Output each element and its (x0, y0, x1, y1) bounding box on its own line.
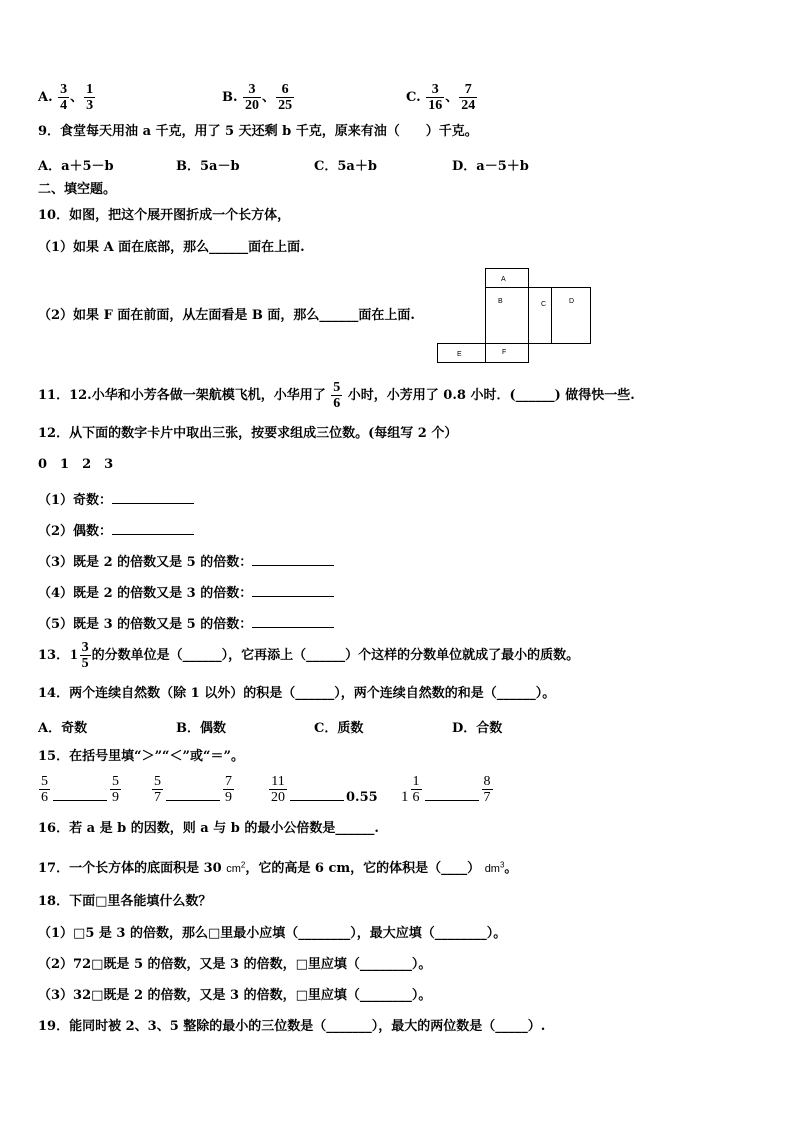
cube-net-diagram (437, 268, 592, 364)
digit-cards: 0 1 2 3 (38, 457, 114, 472)
net-label-c: C (541, 301, 547, 308)
answer-blank[interactable] (252, 582, 334, 597)
q11-text: 11．12.小华和小芳各做一架航模飞机，小华用了 $\frac{5}{6}$ 小时，小芳用了 0.8 小时．(______) 做得快一些. (38, 380, 635, 411)
q9-option-a: A．a＋5－b (38, 159, 114, 174)
q9-option-d: D．a－5＋b (452, 159, 529, 174)
q12-item: （1）奇数： (38, 489, 194, 510)
comparison-2 (151, 774, 235, 805)
q18-stem: 18．下面□里各能填什么数？ (38, 894, 212, 909)
net-face-c (528, 287, 552, 344)
q19-text: 19．能同时被 2、3、5 整除的最小的三位数是（_______），最大的两位数是（_____）. (38, 1019, 546, 1034)
q14-option-c: C．质数 (314, 721, 364, 736)
q9-option-b: B．5a－b (176, 159, 240, 174)
fraction: $\frac{7}{9}$ (225, 774, 232, 805)
answer-blank[interactable] (425, 799, 479, 801)
q10-part2: （2）如果 F 面在前面，从左面看是 B 面，那么______面在上面. (38, 308, 415, 323)
q15-text: 15．在括号里填“＞”“＜”或“＝”。 (38, 749, 244, 764)
fraction: $\frac{1}{6}$ (412, 774, 420, 805)
q13-text: 13． 1 $\frac{3}{5}$ 的分数单位是（______），它再添上（______）个这样的分数单位就成了最小的质数。 (38, 640, 580, 671)
q10-part1: （1）如果 A 面在底部，那么______面在上面. (38, 240, 305, 255)
fraction: $\frac{3}{20}$ (245, 82, 260, 113)
net-face-b (485, 287, 529, 344)
answer-blank[interactable] (112, 520, 194, 535)
q12-item: （5）既是 3 的倍数又是 5 的倍数： (38, 613, 334, 634)
net-label-e: E (457, 351, 462, 358)
comparison-3: $\frac{11}{20}$ 0.55 (271, 774, 378, 805)
q14-option-a: A．奇数 (38, 721, 88, 736)
mixed-number-whole: 1 (70, 647, 78, 663)
fraction: $\frac{5}{9}$ (112, 774, 119, 805)
fraction: $\frac{8}{7}$ (483, 774, 491, 805)
q12-item: （4）既是 2 的倍数又是 3 的倍数： (38, 582, 334, 603)
answer-blank[interactable] (166, 799, 220, 801)
fraction: $\frac{1}{3}$ (86, 82, 94, 113)
answer-blank[interactable] (53, 799, 107, 801)
fraction: $\frac{5}{6}$ (41, 774, 48, 805)
q14-text: 14．两个连续自然数（除 1 以外）的积是（______），两个连续自然数的和是（______）。 (38, 686, 556, 701)
answer-blank[interactable] (112, 489, 194, 504)
q9-text: 9．食堂每天用油 a 千克，用了 5 天还剩 b 千克，原来有油（ ）千克。 (38, 124, 478, 139)
net-label-f: F (502, 349, 507, 356)
fraction: $\frac{7}{24}$ (461, 82, 476, 113)
unit-dm3: $dm^3$ (484, 860, 505, 875)
fraction: $\frac{5}{6}$ (333, 380, 341, 411)
net-face-d (551, 287, 591, 344)
fraction: $\frac{11}{20}$ (271, 774, 285, 805)
q10-stem: 10．如图，把这个展开图折成一个长方体， (38, 208, 291, 223)
q12-item: （3）既是 2 的倍数又是 5 的倍数： (38, 551, 334, 572)
section-heading: 二、填空题。 (38, 182, 117, 197)
q12-item: （2）偶数： (38, 520, 194, 541)
net-face-a (485, 268, 529, 288)
comparison-4 (400, 774, 494, 805)
q8-option-a: A. $\frac{3}{4}$ 、 $\frac{1}{3}$ (38, 82, 94, 113)
q18-item: （1）□5 是 3 的倍数，那么□里最小应填（________），最大应填（________）。 (38, 926, 507, 941)
q18-item: （2）72□既是 5 的倍数，又是 3 的倍数，□里应填（________）。 (38, 957, 432, 972)
net-face-f (485, 343, 529, 363)
q16-text: 16．若 a 是 b 的因数，则 a 与 b 的最小公倍数是______. (38, 821, 379, 836)
fraction: $\frac{3}{16}$ (428, 82, 443, 113)
q8-option-b: B. $\frac{3}{20}$ 、 $\frac{6}{25}$ (222, 82, 293, 113)
fraction: $\frac{5}{7}$ (154, 774, 161, 805)
net-label-a: A (501, 276, 506, 283)
answer-blank[interactable] (290, 799, 344, 801)
q17-text: 17．一个长方体的底面积是 30 $cm^2$，它的高是 6 cm，它的体积是（____） $dm^3$。 (38, 860, 518, 876)
net-label-b: B (498, 298, 503, 305)
q18-item: （3）32□既是 2 的倍数，又是 3 的倍数，□里应填（________）。 (38, 988, 432, 1003)
unit-cm2: $cm^2$ (226, 860, 246, 875)
fraction: $\frac{3}{5}$ (81, 640, 89, 671)
q12-stem: 12．从下面的数字卡片中取出三张，按要求组成三位数。(每组写 2 个） (38, 426, 458, 441)
q14-option-d: D．合数 (452, 721, 503, 736)
mixed-number-whole: 1 (401, 789, 409, 805)
q8-option-c: C. $\frac{3}{16}$ 、 $\frac{7}{24}$ (406, 82, 476, 113)
fraction: $\frac{6}{25}$ (278, 82, 293, 113)
answer-blank[interactable] (252, 613, 334, 628)
q14-option-b: B．偶数 (176, 721, 226, 736)
answer-blank[interactable] (252, 551, 334, 566)
q9-option-c: C．5a＋b (314, 159, 377, 174)
comparison-1 (38, 774, 122, 805)
fraction: $\frac{3}{4}$ (60, 82, 68, 113)
net-label-d: D (569, 298, 575, 305)
